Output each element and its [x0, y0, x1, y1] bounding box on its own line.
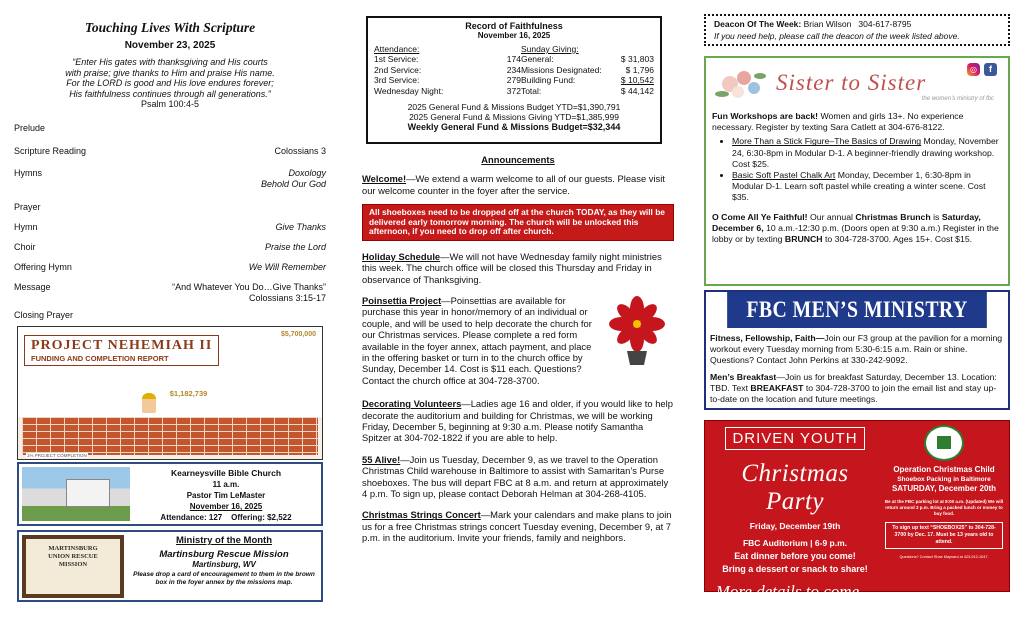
- item-text: —Join us for breakfast Saturday, December 13. Location: TBD. Text: [710, 371, 997, 393]
- item-text: —Join us Tuesday, December 9, as we travel to the Operation Christmas Child warehouse in Baltimore to assist with Samaritan’s Purse shoeboxes. The bus will depart FBC at 8 a.m. and return at approximately 4 p.m. To sign up, please contact Deborah Helman at 304-268-4105.: [362, 453, 669, 500]
- row-label: General:: [520, 54, 554, 64]
- sign-text: UNION RESCUE: [48, 553, 98, 560]
- order-item-label: Prayer: [14, 202, 41, 212]
- order-item: [14, 168, 326, 202]
- rescue-mission-sign: [22, 535, 124, 598]
- order-item-label: Message: [14, 282, 51, 292]
- item-key: Christmas Strings Concert: [362, 509, 481, 521]
- sister-banner: [712, 58, 1002, 108]
- order-item: [14, 123, 326, 146]
- occ-questions: Questions? Contact Shae Maynard at 423-912-1047.: [899, 554, 989, 559]
- project-subtitle: FUNDING AND COMPLETION REPORT: [31, 354, 169, 363]
- occ-logo-icon: [924, 425, 964, 461]
- deacon-note: If you need help, please call the deacon of the week listed above.: [714, 31, 960, 41]
- party-place: FBC Auditorium | 6-9 p.m.: [742, 538, 848, 548]
- budget-summary: [374, 102, 654, 132]
- giving-row: [521, 54, 654, 65]
- column-announcements: [362, 0, 674, 622]
- poinsettia-icon: [604, 295, 670, 367]
- record-title: Record of Faithfulness: [465, 21, 563, 31]
- item-key: More Than a Stick Figure–The Basics of Drawing: [732, 136, 922, 147]
- row-value: 234: [506, 64, 521, 75]
- strings-concert-item: [362, 509, 674, 543]
- ministry-note: Please drop a card of encouragement to them in the brown box in the foyer annex by the missions map.: [133, 571, 315, 586]
- order-item-detail: [261, 168, 326, 190]
- occ-date: SATURDAY, December 20th: [891, 484, 997, 493]
- church-photo: [22, 467, 130, 521]
- youth-party-section: [711, 427, 879, 602]
- row-label: Wednesday Night:: [374, 85, 444, 96]
- item-text: Join our F3 group at the pavilion for a morning workout every Tuesday morning from 5:30-6:15 a.m. Rain or shine. Questions? Contact John Perkins at 330-242-9092.: [710, 333, 1003, 366]
- project-completion-text: PROJECT COMPLETION: [34, 453, 87, 458]
- order-item-label: Hymn: [14, 222, 38, 232]
- order-of-service: [14, 123, 326, 321]
- order-item: [14, 242, 326, 262]
- deacon-phone: 304-617-8795: [858, 19, 912, 29]
- item-key: Basic Soft Pastel Chalk Art: [732, 170, 836, 181]
- ministry-heading: Ministry of the Month: [175, 535, 273, 546]
- mens-ministry-card: [704, 290, 1010, 410]
- f3-item: [710, 333, 1004, 367]
- attendance-table: [374, 44, 521, 96]
- shoebox-notice: All shoeboxes need to be dropped off at the church TODAY, as they will be delivered early tomorrow morning. The church will be unlocked this afternoon, if you need to drop off after church.: [362, 204, 674, 241]
- message-title: “And Whatever You Do…Give Thanks”: [172, 282, 326, 292]
- welcome-item: [362, 173, 674, 196]
- instagram-icon[interactable]: ◎: [967, 63, 980, 76]
- attendance-row: [374, 86, 521, 97]
- ministry-location: Martinsburg, WV: [192, 560, 256, 569]
- workshop-list: [732, 136, 1002, 203]
- church-building-icon: [66, 479, 110, 507]
- church-name: Kearneysville Bible Church: [170, 468, 282, 478]
- construction-worker-icon: [142, 393, 156, 413]
- row-value: $ 1,796: [625, 64, 654, 75]
- sister-logo: Sister to Sister: [776, 70, 927, 95]
- service-date: November 23, 2025: [124, 40, 216, 51]
- deacon-name: Brian Wilson: [803, 19, 852, 29]
- item-text: 10 a.m.-12:30 p.m. (Doors open at 9:30 a.m.) Register in the lobby or by texting: [712, 222, 999, 245]
- order-item: [14, 282, 326, 310]
- hymn-title: Behold Our God: [260, 179, 326, 189]
- christmas-party-title: Christmas Party: [741, 460, 849, 515]
- scripture-verse: “Enter His gates with thanksgiving and His courts with praise; give thanks to Him and praise His name. For the LORD is good and His love endures forever; His faithfulness continues through all generations.”: [65, 57, 275, 99]
- giving-line: 2025 General Fund & Missions Giving YTD=$1,385,999: [409, 112, 619, 122]
- kearneysville-card: [17, 462, 323, 526]
- sign-text: MARTINSBURG: [48, 545, 98, 552]
- item-key: Welcome!: [362, 173, 407, 185]
- occ-title: Operation Christmas Child: [893, 465, 995, 474]
- mens-ministry-banner: FBC MEN’S MINISTRY: [727, 292, 987, 328]
- giving-table: [521, 44, 654, 96]
- item-text: to 304-728-3700. Ages 15+. Cost $15.: [822, 234, 973, 245]
- order-item-detail: We Will Remember: [248, 262, 326, 272]
- row-label: 1st Service:: [374, 54, 419, 64]
- deacon-label: Deacon Of The Week:: [714, 19, 802, 29]
- row-label: Total:: [520, 85, 542, 96]
- message-reference: Colossians 3:15-17: [248, 293, 326, 303]
- 55-alive-item: [362, 454, 674, 500]
- item-key: Fitness, Fellowship, Faith—: [710, 333, 825, 343]
- attendance-offering: [133, 512, 319, 523]
- item-key: 55 Alive!: [362, 453, 401, 465]
- weekly-budget: Weekly General Fund & Missions Budget=$32,344: [407, 122, 621, 132]
- item-text: Our annual: [807, 211, 856, 222]
- sister-to-sister-card: [704, 56, 1010, 286]
- service-time: 11 a.m.: [212, 480, 240, 489]
- row-value: $ 44,142: [620, 85, 654, 96]
- item-key: Decorating Volunteers: [362, 398, 462, 410]
- attendance: Attendance: 127: [160, 513, 223, 522]
- item-text: —We will not have Wednesday family night ministries this week. The church office will be closed this Thursday and Friday in observance of Thanksgiving.: [362, 250, 662, 285]
- item-text: Monday, November 24, 6:30-8pm in Modular D-1. A beginner-friendly drawing workshop. Cost $25.: [732, 136, 999, 169]
- occ-section: [881, 425, 1007, 559]
- order-item-label: Prelude: [14, 123, 46, 133]
- item-text: —We extend a warm welcome to all of our guests. Please visit our welcome counter in the foyer after the service.: [362, 173, 665, 196]
- item-key: Holiday Schedule: [362, 250, 441, 262]
- kearneysville-info: [133, 468, 319, 523]
- order-item-detail: [172, 282, 326, 304]
- flower-bouquet-icon: [714, 62, 768, 104]
- giving-row: [521, 65, 654, 76]
- row-value: 174: [506, 54, 521, 64]
- project-header: [24, 335, 219, 366]
- order-item-label: Closing Prayer: [14, 310, 74, 320]
- giving-header: Sunday Giving:: [520, 44, 579, 54]
- order-item-detail: Colossians 3: [274, 146, 326, 156]
- item-key: Men’s Breakfast: [710, 371, 777, 382]
- project-name: PROJECT NEHEMIAH II: [31, 338, 213, 353]
- item-text: Saturday, December 6,: [712, 211, 981, 233]
- ministry-name: Martinsburg Rescue Mission: [159, 549, 289, 560]
- sister-body: [712, 111, 1002, 245]
- project-goal: $5,700,000: [280, 331, 316, 338]
- brick-wall-progress: [22, 417, 318, 455]
- driven-youth-card: [704, 420, 1010, 601]
- sign-face: [26, 539, 120, 594]
- brand-text: DRIVEN: [732, 430, 796, 447]
- project-current-amount: $1,182,739: [169, 389, 208, 398]
- giving-row: [521, 86, 654, 97]
- item-key: O Come All Ye Faithful!: [712, 211, 808, 222]
- order-item-label: Hymns: [14, 168, 43, 178]
- order-item: [14, 262, 326, 282]
- poinsettia-item: [362, 295, 674, 386]
- verse-reference: Psalm 100:4-5: [140, 99, 200, 109]
- item-key: Poinsettia Project: [362, 294, 442, 306]
- attendance-header: Attendance:: [374, 44, 420, 54]
- breakfast-item: [710, 372, 1004, 406]
- item-text: to 304-728-3700 to join the email list and stay up-to-date on the location and future meetings.: [710, 382, 997, 405]
- workshop-item: [732, 170, 1002, 204]
- deacon-line: [714, 19, 1000, 29]
- workshop-item: [732, 136, 1002, 170]
- item-text: BRUNCH: [784, 234, 823, 245]
- decorating-item: [362, 398, 674, 444]
- report-date: November 16, 2025: [189, 502, 263, 511]
- pastor-name: Pastor Tim LeMaster: [186, 491, 266, 500]
- sign-text: MISSION: [58, 561, 88, 568]
- column-worship-order: [14, 0, 326, 622]
- order-item-label: Offering Hymn: [14, 262, 72, 272]
- order-item-detail: Give Thanks: [275, 222, 326, 232]
- order-item: [14, 222, 326, 242]
- party-date: Friday, December 19th: [749, 521, 841, 531]
- announcements-title: Announcements: [481, 154, 555, 165]
- sister-tagline: the women’s ministry of fbc: [921, 96, 994, 102]
- order-item-label: Scripture Reading: [14, 146, 87, 156]
- ministry-of-month-card: [17, 530, 323, 602]
- row-label: 3rd Service:: [374, 75, 420, 85]
- giving-row: [521, 75, 654, 86]
- scripture-header: [14, 20, 326, 109]
- announcements: [362, 154, 674, 544]
- facebook-icon[interactable]: f: [984, 63, 997, 76]
- record-date: November 16, 2025: [477, 31, 551, 40]
- hymn-title: Doxology: [288, 168, 326, 178]
- column-ministries: [702, 0, 1016, 622]
- brunch-item: [712, 212, 1002, 246]
- deacon-of-week-box: [704, 14, 1010, 46]
- workshop-intro: [712, 111, 1002, 133]
- brand-text: YOUTH: [795, 430, 858, 447]
- item-text: is: [930, 211, 942, 222]
- item-key: Fun Workshops are back!: [712, 111, 819, 121]
- item-text: Christmas Brunch: [855, 211, 931, 222]
- project-completion-label: [26, 453, 88, 458]
- item-text: BREAKFAST: [750, 382, 804, 393]
- party-bring-note: Bring a dessert or snack to share!: [722, 564, 868, 574]
- row-value: 279: [506, 75, 521, 85]
- occ-signup-box: To sign up text “SHOEBOX25” to 304-728-3700 by Dec. 17. Must be 13 years old to attend.: [885, 522, 1003, 549]
- scripture-title: Touching Lives With Scripture: [84, 20, 256, 35]
- order-item: [14, 202, 326, 222]
- row-value: $ 10,542: [620, 75, 654, 85]
- order-item-label: Choir: [14, 242, 36, 252]
- offering: Offering: $2,522: [231, 513, 292, 522]
- item-text: Women and girls 13+. No experience necessary. Register by texting Sara Catlett at 304-676-8122.: [712, 111, 964, 133]
- attendance-row: [374, 75, 521, 86]
- order-item-detail: Praise the Lord: [264, 242, 326, 252]
- attendance-row: [374, 54, 521, 65]
- row-value: 372: [506, 85, 521, 96]
- order-item: [14, 310, 326, 321]
- ministry-info: [129, 535, 319, 587]
- row-label: 2nd Service:: [374, 64, 422, 75]
- record-of-faithfulness: [366, 16, 662, 144]
- record-grid: [374, 44, 654, 96]
- mens-ministry-body: [706, 328, 1008, 410]
- item-text: —Ladies age 16 and older, if you would like to help decorate the auditorium and building for Christmas, we will be working Friday, December 5, beginning at 9:30 a.m. Please notify Samantha Spitzer at 304-702-1822 if you are able to help.: [362, 398, 673, 444]
- row-label: Missions Designated:: [520, 64, 602, 75]
- order-item: [14, 146, 326, 168]
- attendance-row: [374, 65, 521, 76]
- row-label: Building Fund:: [520, 75, 576, 85]
- item-text: Monday, December 1, 6:30-8pm in Modular D-1. Learn soft pastel while creating a winter scene. Cost $35.: [732, 170, 986, 203]
- party-dinner-note: Eat dinner before you come!: [734, 551, 856, 561]
- project-completion-percent: 1%: [27, 453, 34, 458]
- occ-details: Be at the FBC parking lot at 8:00 a.m. (Updated) We will return around 3 p.m. Bring a packed lunch or money to buy food.: [884, 498, 1004, 516]
- holiday-item: [362, 251, 674, 285]
- item-text: —Poinsettias are available for purchase this year in honor/memory of an individual or couple, and will be used to help decorate the church for our Christmas services. Please complete a red form available in the foyer annex, attach payment, and place in the offering basket or turn in to the church office by Sunday, December 14. Cost is $11 each. Questions? Contact the church office at 304-728-3700.: [362, 294, 592, 386]
- budget-line: 2025 General Fund & Missions Budget YTD=$1,390,791: [407, 102, 621, 112]
- item-text: —Mark your calendars and make plans to join us for a free Christmas strings concert Tuesday evening, December 9, at 7 p.m. in the auditorium. Invite your friends, family and neighbors.: [362, 509, 672, 544]
- project-nehemiah-card: [17, 326, 323, 460]
- occ-subtitle: Shoebox Packing in Baltimore: [897, 475, 991, 483]
- more-details: More details to come…: [715, 582, 875, 601]
- row-value: $ 31,803: [620, 54, 654, 64]
- driven-youth-logo: [725, 427, 864, 450]
